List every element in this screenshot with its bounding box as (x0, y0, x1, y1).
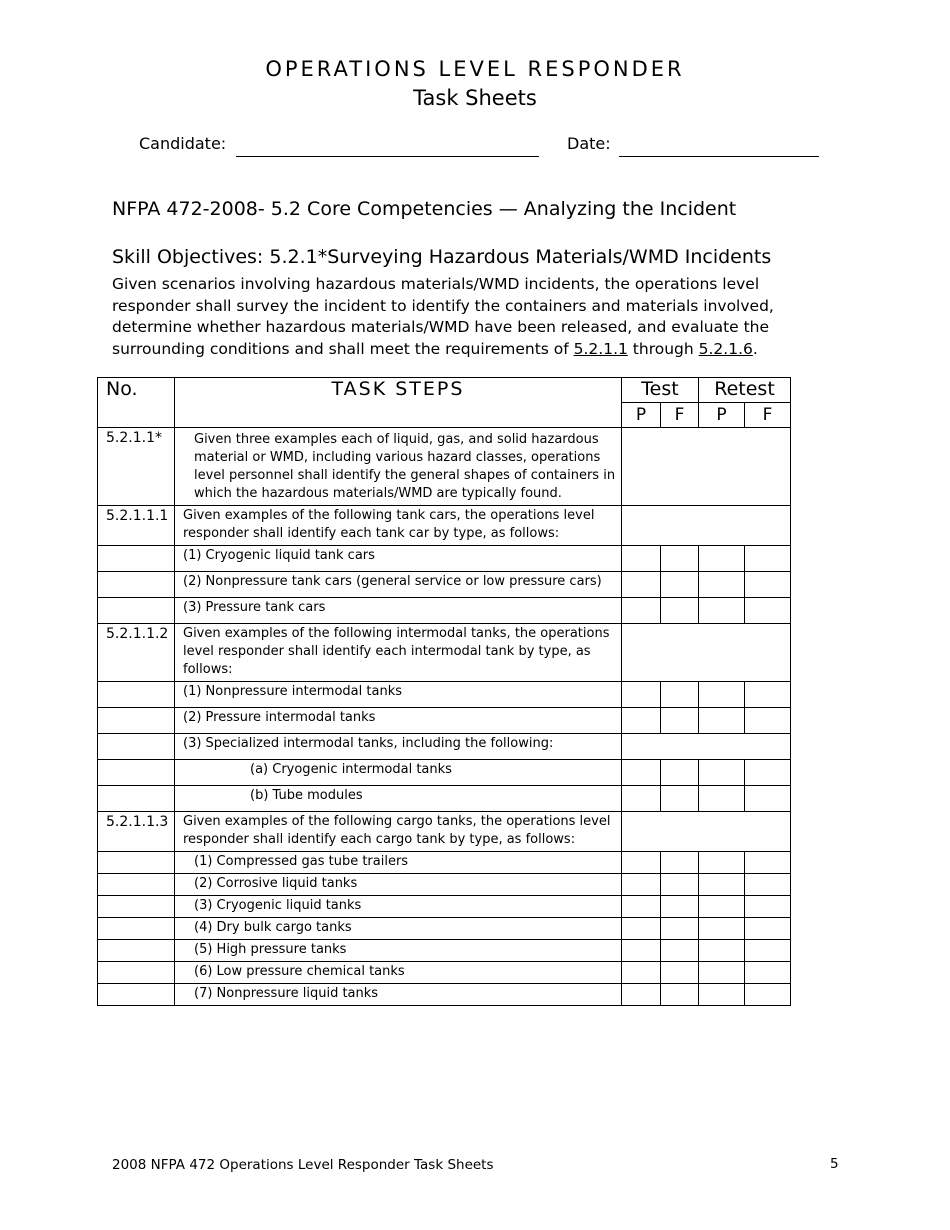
row-number (98, 852, 175, 874)
retest-pass-cell[interactable] (699, 598, 745, 624)
table-row (98, 428, 791, 506)
row-number: 5.2.1.1* (98, 428, 175, 506)
test-pass-cell[interactable] (622, 896, 661, 918)
retest-fail-cell[interactable] (745, 852, 791, 874)
task-step: Given three examples each of liquid, gas, and solid hazardous material or WMD, including various hazard classes, operations level personnel shall identify the general shapes of containers in which the hazardous materials/WMD are typically found. (175, 428, 622, 506)
test-fail-cell[interactable] (661, 918, 699, 940)
test-fail-cell[interactable] (661, 786, 699, 812)
row-number (98, 896, 175, 918)
page-number: 5 (830, 1156, 839, 1172)
table-row (98, 812, 791, 852)
task-step: (a) Cryogenic intermodal tanks (175, 760, 622, 786)
task-step: (4) Dry bulk cargo tanks (175, 918, 622, 940)
table-row (98, 918, 791, 940)
reference-link: 5.2.1.1 (573, 339, 628, 358)
table-row (98, 760, 791, 786)
test-fail-cell[interactable] (661, 598, 699, 624)
row-number: 5.2.1.1.2 (98, 624, 175, 682)
test-fail-cell[interactable] (661, 572, 699, 598)
retest-fail-cell[interactable] (745, 682, 791, 708)
test-fail-cell[interactable] (661, 896, 699, 918)
table-row (98, 598, 791, 624)
retest-pass-cell[interactable] (699, 874, 745, 896)
test-fail-cell[interactable] (661, 682, 699, 708)
test-pass-cell[interactable] (622, 984, 661, 1006)
row-number (98, 598, 175, 624)
task-step: (3) Cryogenic liquid tanks (175, 896, 622, 918)
task-step: (3) Pressure tank cars (175, 598, 622, 624)
test-fail-cell[interactable] (661, 984, 699, 1006)
task-step: (2) Corrosive liquid tanks (175, 874, 622, 896)
row-number (98, 918, 175, 940)
date-field[interactable] (619, 156, 819, 157)
test-fail-cell[interactable] (661, 708, 699, 734)
column-header-test-fail: F (661, 403, 699, 428)
table-row (98, 624, 791, 682)
table-row (98, 984, 791, 1006)
candidate-label: Candidate: (139, 134, 227, 153)
retest-pass-cell[interactable] (699, 546, 745, 572)
table-row (98, 708, 791, 734)
test-pass-cell[interactable] (622, 760, 661, 786)
retest-fail-cell[interactable] (745, 874, 791, 896)
task-step: (1) Nonpressure intermodal tanks (175, 682, 622, 708)
column-header-retest: Retest (699, 378, 791, 403)
retest-pass-cell[interactable] (699, 682, 745, 708)
task-step: (7) Nonpressure liquid tanks (175, 984, 622, 1006)
retest-fail-cell[interactable] (745, 598, 791, 624)
skill-description (112, 274, 832, 360)
row-number (98, 734, 175, 760)
test-fail-cell[interactable] (661, 546, 699, 572)
reference-link: 5.2.1.6 (698, 339, 753, 358)
grade-cell-merged (622, 624, 791, 682)
retest-fail-cell[interactable] (745, 786, 791, 812)
retest-pass-cell[interactable] (699, 786, 745, 812)
retest-pass-cell[interactable] (699, 962, 745, 984)
table-row (98, 734, 791, 760)
column-header-test-pass: P (622, 403, 661, 428)
test-pass-cell[interactable] (622, 572, 661, 598)
description-text: . (752, 339, 758, 358)
test-pass-cell[interactable] (622, 874, 661, 896)
date-label: Date: (567, 134, 611, 153)
task-step: Given examples of the following intermodal tanks, the operations level responder shall identify each intermodal tank by type, as follows: (175, 624, 622, 682)
grade-cell-merged (622, 812, 791, 852)
description-text: Given scenarios involving hazardous materials/WMD incidents, the operations level responder shall survey the incident to identify the containers and materials involved, determine whether hazardous materials/WMD have been released, and evaluate the surrounding conditions and shall meet the requirements of (112, 275, 774, 358)
grade-cell-merged (622, 428, 791, 506)
row-number: 5.2.1.1.1 (98, 506, 175, 546)
retest-fail-cell[interactable] (745, 896, 791, 918)
task-step: Given examples of the following cargo tanks, the operations level responder shall identify each cargo tank by type, as follows: (175, 812, 622, 852)
test-fail-cell[interactable] (661, 962, 699, 984)
task-step: (2) Nonpressure tank cars (general service or low pressure cars) (175, 572, 622, 598)
task-table (97, 377, 791, 1006)
task-step: (1) Cryogenic liquid tank cars (175, 546, 622, 572)
task-step: (5) High pressure tanks (175, 940, 622, 962)
skill-heading: Skill Objectives: 5.2.1*Surveying Hazardous Materials/WMD Incidents (112, 246, 772, 268)
test-pass-cell[interactable] (622, 786, 661, 812)
page-subtitle: Task Sheets (413, 86, 537, 110)
task-step: (1) Compressed gas tube trailers (175, 852, 622, 874)
table-row (98, 940, 791, 962)
retest-fail-cell[interactable] (745, 984, 791, 1006)
row-number (98, 546, 175, 572)
test-pass-cell[interactable] (622, 918, 661, 940)
grade-cell-merged (622, 506, 791, 546)
column-header-retest-fail: F (745, 403, 791, 428)
table-row (98, 546, 791, 572)
column-header-test: Test (622, 378, 699, 403)
row-number: 5.2.1.1.3 (98, 812, 175, 852)
retest-pass-cell[interactable] (699, 760, 745, 786)
column-header-no: No. (98, 378, 175, 428)
retest-fail-cell[interactable] (745, 962, 791, 984)
table-row (98, 786, 791, 812)
table-row (98, 874, 791, 896)
candidate-field[interactable] (236, 156, 539, 157)
task-step: (6) Low pressure chemical tanks (175, 962, 622, 984)
row-number (98, 708, 175, 734)
column-header-steps: TASK STEPS (175, 378, 622, 428)
test-fail-cell[interactable] (661, 874, 699, 896)
table-row (98, 852, 791, 874)
row-number (98, 984, 175, 1006)
retest-pass-cell[interactable] (699, 984, 745, 1006)
description-text: through (627, 339, 699, 358)
test-pass-cell[interactable] (622, 962, 661, 984)
table-row (98, 506, 791, 546)
row-number (98, 786, 175, 812)
test-pass-cell[interactable] (622, 598, 661, 624)
row-number (98, 874, 175, 896)
test-pass-cell[interactable] (622, 940, 661, 962)
test-fail-cell[interactable] (661, 852, 699, 874)
footer-text: 2008 NFPA 472 Operations Level Responder Task Sheets (112, 1157, 494, 1173)
grade-cell-merged (622, 734, 791, 760)
retest-pass-cell[interactable] (699, 940, 745, 962)
retest-fail-cell[interactable] (745, 760, 791, 786)
test-pass-cell[interactable] (622, 708, 661, 734)
retest-fail-cell[interactable] (745, 572, 791, 598)
retest-fail-cell[interactable] (745, 940, 791, 962)
retest-pass-cell[interactable] (699, 896, 745, 918)
row-number (98, 962, 175, 984)
test-fail-cell[interactable] (661, 940, 699, 962)
task-step: (b) Tube modules (175, 786, 622, 812)
task-step: Given examples of the following tank cars, the operations level responder shall identify each tank car by type, as follows: (175, 506, 622, 546)
row-number (98, 760, 175, 786)
retest-pass-cell[interactable] (699, 918, 745, 940)
retest-pass-cell[interactable] (699, 708, 745, 734)
retest-pass-cell[interactable] (699, 572, 745, 598)
test-pass-cell[interactable] (622, 546, 661, 572)
section-heading: NFPA 472-2008- 5.2 Core Competencies — Analyzing the Incident (112, 198, 737, 220)
table-row (98, 682, 791, 708)
test-fail-cell[interactable] (661, 760, 699, 786)
table-row (98, 896, 791, 918)
retest-pass-cell[interactable] (699, 852, 745, 874)
task-step: (3) Specialized intermodal tanks, including the following: (175, 734, 622, 760)
test-pass-cell[interactable] (622, 852, 661, 874)
retest-fail-cell[interactable] (745, 546, 791, 572)
column-header-retest-pass: P (699, 403, 745, 428)
retest-fail-cell[interactable] (745, 708, 791, 734)
row-number (98, 940, 175, 962)
row-number (98, 682, 175, 708)
task-step: (2) Pressure intermodal tanks (175, 708, 622, 734)
table-row (98, 962, 791, 984)
test-pass-cell[interactable] (622, 682, 661, 708)
page-title: OPERATIONS LEVEL RESPONDER (265, 57, 685, 81)
table-row (98, 572, 791, 598)
row-number (98, 572, 175, 598)
retest-fail-cell[interactable] (745, 918, 791, 940)
